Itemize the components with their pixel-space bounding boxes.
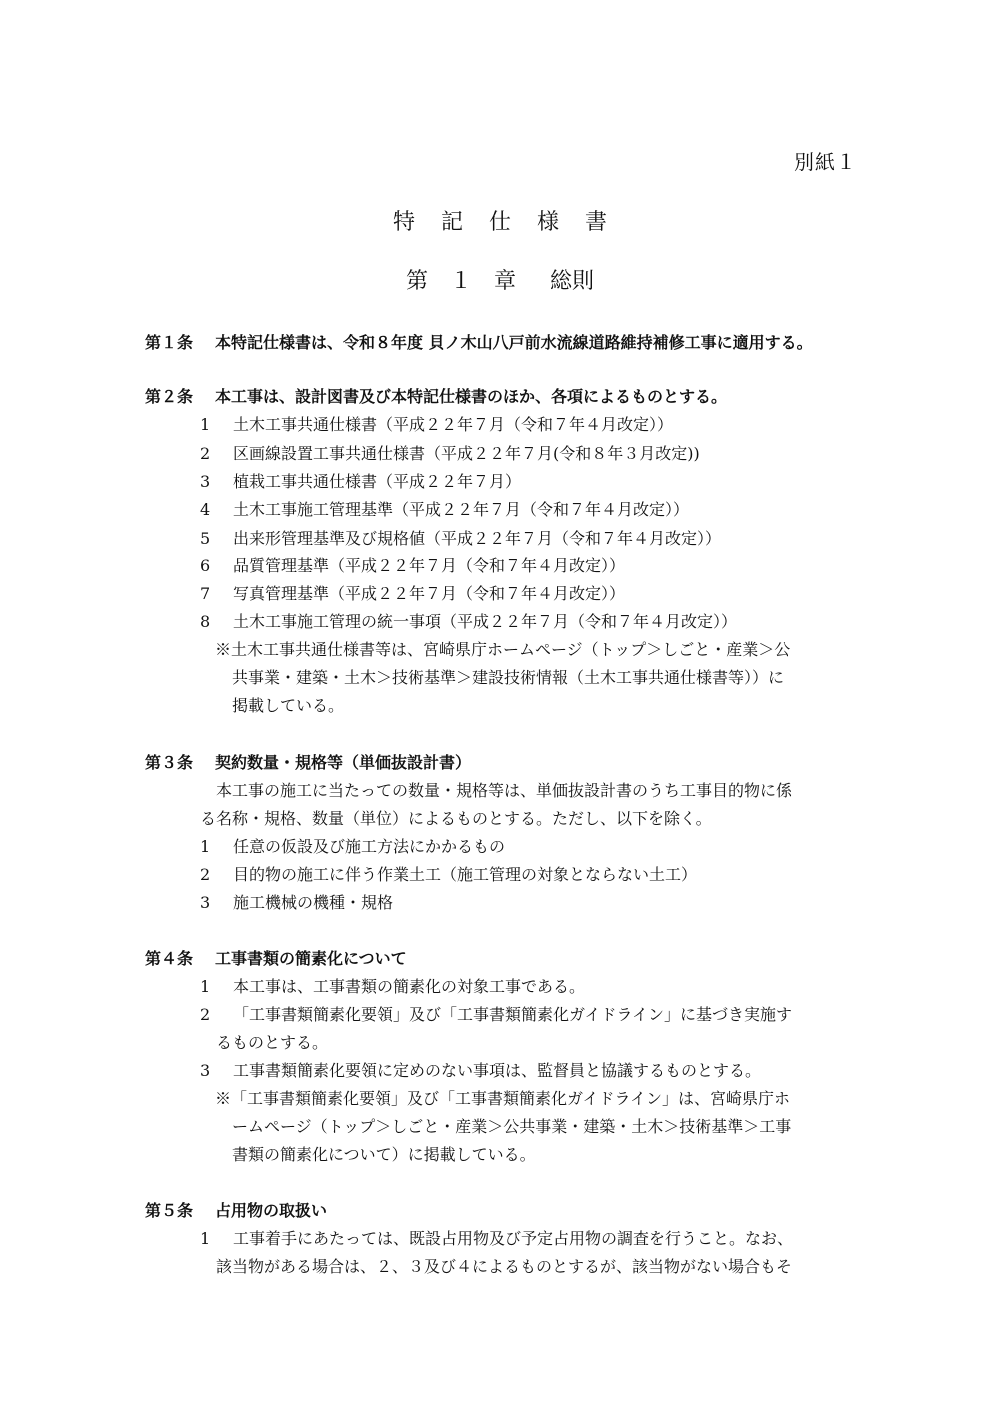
item-text: 目的物の施工に伴う作業土工（施工管理の対象とならない土工） <box>233 865 698 884</box>
item-number: 3 <box>200 1061 211 1080</box>
item-text: 出来形管理基準及び規格値（平成２２年７月（令和７年４月改定）） <box>233 529 722 548</box>
article-number: 第２条 <box>145 387 194 406</box>
item-number: 1 <box>200 837 211 856</box>
item-text: 土木工事施工管理基準（平成２２年７月（令和７年４月改定）） <box>233 500 690 519</box>
list-item <box>200 469 521 492</box>
article-text: 本工事は、設計図書及び本特記仕様書のほか、各項によるものとする。 <box>215 387 728 406</box>
list-item <box>200 581 625 604</box>
item-text: 施工機械の機種・規格 <box>233 893 394 912</box>
list-item <box>200 862 697 885</box>
item-number: 8 <box>200 612 211 631</box>
article-2-heading <box>145 384 727 407</box>
list-item <box>200 553 625 576</box>
note-line: ※土木工事共通仕様書等は、宮崎県庁ホームページ（トップ＞しごと・産業＞公 <box>215 640 791 659</box>
item-number: 7 <box>200 584 211 603</box>
article-4-heading <box>145 946 407 969</box>
list-item <box>200 441 700 464</box>
item-text: 工事着手にあたっては、既設占用物及び予定占用物の調査を行うこと。なお、 <box>233 1229 794 1248</box>
item-number: 1 <box>200 1229 211 1248</box>
article-1-heading <box>145 330 813 353</box>
item-number: 1 <box>200 415 211 434</box>
list-item <box>200 609 737 632</box>
list-item <box>200 526 721 549</box>
article-number: 第５条 <box>145 1201 194 1220</box>
note-line: 共事業・建築・土木＞技術基準＞建設技術情報（土木工事共通仕様書等））に <box>232 668 785 687</box>
article-number: 第３条 <box>145 753 194 772</box>
list-item <box>200 834 505 857</box>
item-number: 2 <box>200 444 211 463</box>
item-number: 2 <box>200 865 211 884</box>
list-item-continuation: 該当物がある場合は、２、３及び４によるものとするが、該当物がない場合もそ <box>216 1257 793 1276</box>
note-line: 掲載している。 <box>232 696 345 715</box>
item-text: 本工事は、工事書類の簡素化の対象工事である。 <box>233 977 586 996</box>
list-item <box>200 1058 761 1081</box>
article-5-heading <box>145 1198 327 1221</box>
item-text: 「工事書類簡素化要領」及び「工事書類簡素化ガイドライン」に基づき実施す <box>233 1005 793 1024</box>
article-3-heading <box>145 750 471 773</box>
item-number: 1 <box>200 977 211 996</box>
article-number: 第４条 <box>145 949 194 968</box>
item-number: 2 <box>200 1005 211 1024</box>
article-number: 第１条 <box>145 333 194 352</box>
item-number: 3 <box>200 893 211 912</box>
item-text: 区画線設置工事共通仕様書（平成２２年７月(令和８年３月改定)) <box>233 444 700 463</box>
chapter-heading <box>0 264 1000 295</box>
attachment-label: 別紙１ <box>794 150 857 174</box>
item-text: 植栽工事共通仕様書（平成２２年７月） <box>233 472 522 491</box>
list-item-continuation: るものとする。 <box>216 1033 329 1052</box>
item-number: 3 <box>200 472 211 491</box>
article-text: 本特記仕様書は、令和８年度 貝ノ木山八戸前水流線道路維持補修工事に適用する。 <box>215 333 813 352</box>
note-line: 書類の簡素化について）に掲載している。 <box>232 1145 536 1164</box>
chapter-number: 第 １ 章 <box>405 269 516 294</box>
item-text: 写真管理基準（平成２２年７月（令和７年４月改定）） <box>233 584 626 603</box>
article-body-line: 本工事の施工に当たっての数量・規格等は、単価抜設計書のうち工事目的物に係 <box>216 781 793 800</box>
item-number: 4 <box>200 500 211 519</box>
article-text: 工事書類の簡素化について <box>215 949 407 968</box>
item-number: 5 <box>200 529 211 548</box>
article-body-line: る名称・規格、数量（単位）によるものとする。ただし、以下を除く。 <box>200 809 712 828</box>
item-text: 任意の仮設及び施工方法にかかるもの <box>233 837 506 856</box>
item-text: 品質管理基準（平成２２年７月（令和７年４月改定）） <box>233 556 626 575</box>
article-text: 占用物の取扱い <box>215 1201 328 1220</box>
list-item <box>200 1226 793 1249</box>
document-title: 特記仕様書 <box>392 210 633 235</box>
note-line: ※「工事書類簡素化要領」及び「工事書類簡素化ガイドライン」は、宮崎県庁ホ <box>215 1089 791 1108</box>
chapter-name: 総則 <box>550 269 595 294</box>
list-item <box>200 412 673 435</box>
article-text: 契約数量・規格等（単価抜設計書） <box>215 753 472 772</box>
list-item <box>200 1002 792 1025</box>
list-item <box>200 974 585 997</box>
item-number: 6 <box>200 556 211 575</box>
item-text: 工事書類簡素化要領に定めのない事項は、監督員と協議するものとする。 <box>233 1061 762 1080</box>
item-text: 土木工事共通仕様書（平成２２年７月（令和７年４月改定）） <box>233 415 674 434</box>
list-item <box>200 890 393 913</box>
item-text: 土木工事施工管理の統一事項（平成２２年７月（令和７年４月改定）） <box>233 612 738 631</box>
note-line: ームページ（トップ＞しごと・産業＞公共事業・建築・土木＞技術基準＞工事 <box>232 1117 792 1136</box>
list-item <box>200 497 689 520</box>
